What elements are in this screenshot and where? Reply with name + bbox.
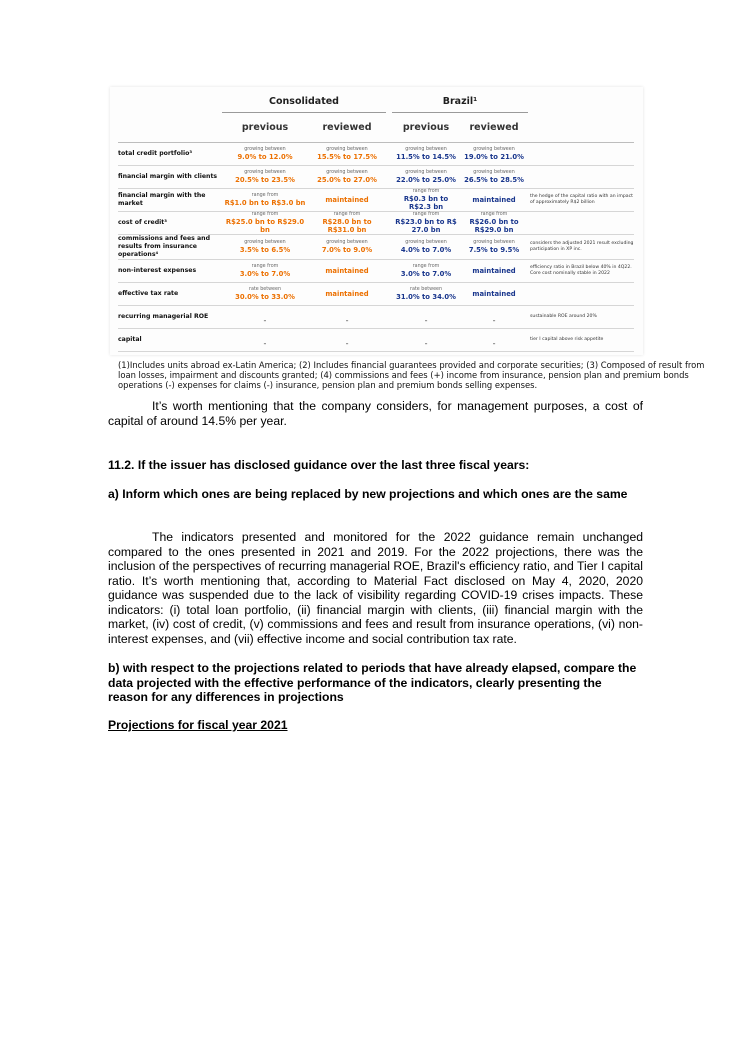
paragraph-cost-of-capital: It’s worth mentioning that the company considers, for management purposes, a cost of capital of around 14.5% per year. xyxy=(108,399,643,428)
table-row xyxy=(118,283,634,306)
cell-c-prev xyxy=(222,283,308,306)
cell-b-rev xyxy=(460,329,528,352)
cell-caption: growing between xyxy=(473,170,515,175)
subheading-a: a) Inform which ones are being replaced by new projections and which ones are the same xyxy=(108,487,628,501)
cell-value: 9.0% to 12.0% xyxy=(237,153,293,161)
cell-value: maintained xyxy=(472,290,516,298)
cell-value: maintained xyxy=(472,267,516,275)
row-note: considers the adjusted 2021 result excluding participation in XP inc. xyxy=(528,235,634,260)
cell-caption: range from xyxy=(251,264,279,269)
cell-caption: growing between xyxy=(405,240,447,245)
cell-b-rev xyxy=(460,212,528,235)
cell-c-rev xyxy=(308,329,386,352)
cell-b-rev xyxy=(460,260,528,283)
cell-dash: - xyxy=(345,315,349,325)
cell-value: maintained xyxy=(325,196,369,204)
cell-value: 26.5% to 28.5% xyxy=(464,176,524,184)
cell-dash: - xyxy=(263,315,267,325)
cell-b-prev xyxy=(392,235,460,260)
cell-c-rev xyxy=(308,166,386,189)
cell-value: 3.0% to 7.0% xyxy=(400,270,452,278)
cell-c-rev xyxy=(308,260,386,283)
row-label: financial margin with clients xyxy=(118,166,222,189)
cell-dash: - xyxy=(492,315,496,325)
table-row xyxy=(118,235,634,260)
row-note xyxy=(528,143,634,166)
row-label: recurring managerial ROE xyxy=(118,306,222,329)
cell-value: 30.0% to 33.0% xyxy=(235,293,295,301)
cell-caption: range from xyxy=(412,189,440,194)
cell-caption: growing between xyxy=(326,240,368,245)
table-row xyxy=(118,166,634,189)
table-row xyxy=(118,306,634,329)
col-header-consolidated-reviewed: reviewed xyxy=(308,113,386,143)
row-note xyxy=(528,212,634,235)
cell-dash: - xyxy=(424,338,428,348)
cell-value: R$0.3 bn to R$2.3 bn xyxy=(403,195,449,211)
cell-caption: range from xyxy=(333,212,361,217)
cell-value: 7.0% to 9.0% xyxy=(321,246,373,254)
cell-dash: - xyxy=(263,338,267,348)
cell-value: 3.0% to 7.0% xyxy=(239,270,291,278)
cell-c-prev xyxy=(222,235,308,260)
cell-value: 22.0% to 25.0% xyxy=(396,176,456,184)
cell-c-rev xyxy=(308,235,386,260)
cell-value: 4.0% to 7.0% xyxy=(400,246,452,254)
col-header-consolidated-previous: previous xyxy=(222,113,308,143)
cell-b-rev xyxy=(460,235,528,260)
cell-value: maintained xyxy=(325,267,369,275)
cell-c-rev xyxy=(308,283,386,306)
row-label: non-interest expenses xyxy=(118,260,222,283)
cell-c-prev xyxy=(222,260,308,283)
cell-value: 3.5% to 6.5% xyxy=(239,246,291,254)
cell-c-prev xyxy=(222,189,308,212)
cell-c-rev xyxy=(308,212,386,235)
row-note: sustainable ROE around 20% xyxy=(528,306,634,329)
cell-caption: growing between xyxy=(473,147,515,152)
cell-b-rev xyxy=(460,189,528,212)
cell-value: maintained xyxy=(325,290,369,298)
cell-caption: range from xyxy=(480,212,508,217)
col-header-brazil-previous: previous xyxy=(392,113,460,143)
paragraph-indicators: The indicators presented and monitored for the 2022 guidance remain unchanged compared to the ones presented in 2021 and 2019. For the 2022 projections, there was the inclusion of the perspectives of recurring managerial ROE, Brazil's efficiency ratio, and Tier I capital ratio. It’s worth mentioning that, according to Material Fact disclosed on May 4, 2020, 2020 guidance was suspended due to the lack of visibility regarding COVID-19 crises impacts. These indicators: (i) total loan portfolio, (ii) financial margin with clients, (iii) financial margin with the market, (iv) cost of credit, (v) commissions and fees and result from insurance operations, (vi) non-interest expenses, and (vii) effective income and social contribution tax rate. xyxy=(108,530,643,646)
cell-value: 11.5% to 14.5% xyxy=(396,153,456,161)
cell-dash: - xyxy=(424,315,428,325)
row-label: capital xyxy=(118,329,222,352)
cell-dash: - xyxy=(345,338,349,348)
cell-value: R$26.0 bn to R$29.0 bn xyxy=(469,218,519,234)
cell-value: maintained xyxy=(472,196,516,204)
cell-c-prev xyxy=(222,306,308,329)
section-heading-11-2: 11.2. If the issuer has disclosed guidance over the last three fiscal years: xyxy=(108,458,530,472)
row-label: financial margin with the market xyxy=(118,189,222,212)
cell-caption: growing between xyxy=(244,147,286,152)
table-row xyxy=(118,212,634,235)
cell-value: R$23.0 bn to R$ 27.0 bn xyxy=(395,218,457,234)
cell-caption: growing between xyxy=(405,170,447,175)
cell-caption: range from xyxy=(412,264,440,269)
cell-value: 25.0% to 27.0% xyxy=(317,176,377,184)
cell-b-prev xyxy=(392,306,460,329)
row-note xyxy=(528,283,634,306)
guidance-table xyxy=(118,90,634,352)
heading-projections-2021: Projections for fiscal year 2021 xyxy=(108,718,288,732)
col-header-brazil-reviewed: reviewed xyxy=(460,113,528,143)
group-header-brazil: Brazil¹ xyxy=(392,90,528,113)
table-row xyxy=(118,329,634,352)
cell-c-prev xyxy=(222,166,308,189)
cell-c-rev xyxy=(308,143,386,166)
cell-value: 20.5% to 23.5% xyxy=(235,176,295,184)
cell-caption: range from xyxy=(251,193,279,198)
cell-caption: range from xyxy=(251,212,279,217)
cell-b-prev xyxy=(392,189,460,212)
cell-b-prev xyxy=(392,283,460,306)
row-label: commissions and fees and results from insurance operations⁴ xyxy=(118,235,222,260)
row-note: the hedge of the capital ratio with an impact of approximately R$2 billion xyxy=(528,189,634,212)
cell-b-prev xyxy=(392,329,460,352)
cell-value: 19.0% to 21.0% xyxy=(464,153,524,161)
cell-caption: growing between xyxy=(326,147,368,152)
cell-b-prev xyxy=(392,260,460,283)
cell-dash: - xyxy=(492,338,496,348)
cell-value: R$1.0 bn to R$3.0 bn xyxy=(224,199,306,207)
cell-b-prev xyxy=(392,143,460,166)
row-note xyxy=(528,166,634,189)
table-row xyxy=(118,260,634,283)
cell-c-rev xyxy=(308,189,386,212)
cell-caption: rate between xyxy=(410,287,443,292)
table-row xyxy=(118,189,634,212)
table-footnote: (1)Includes units abroad ex-Latin America; (2) Includes financial guarantees provided and corporate securities; (3) Composed of result from loan losses, impairment and discounts granted; (4) commissions and fees (+) income from insurance, pension plan and premium bonds operations (-) expenses for claims (-) insurance, pension plan and premium bonds selling expenses. xyxy=(118,360,705,390)
cell-caption: growing between xyxy=(244,240,286,245)
cell-caption: growing between xyxy=(473,240,515,245)
cell-value: R$25.0 bn to R$29.0 bn xyxy=(225,218,305,234)
row-label: cost of credit³ xyxy=(118,212,222,235)
cell-caption: growing between xyxy=(244,170,286,175)
cell-c-rev xyxy=(308,306,386,329)
cell-b-prev xyxy=(392,166,460,189)
cell-caption: growing between xyxy=(326,170,368,175)
row-note: tier I capital above risk appetite xyxy=(528,329,634,352)
cell-b-rev xyxy=(460,283,528,306)
table-row xyxy=(118,143,634,166)
cell-b-rev xyxy=(460,166,528,189)
cell-caption: rate between xyxy=(248,287,281,292)
cell-b-prev xyxy=(392,212,460,235)
cell-value: R$28.0 bn to R$31.0 bn xyxy=(322,218,372,234)
cell-b-rev xyxy=(460,306,528,329)
cell-caption: range from xyxy=(412,212,440,217)
subheading-b: b) with respect to the projections related to periods that have already elapsed, compare the data projected with the effective performance of the indicators, clearly presenting the reason for any differences in projections xyxy=(108,661,637,704)
cell-b-rev xyxy=(460,143,528,166)
cell-value: 15.5% to 17.5% xyxy=(317,153,377,161)
row-note: efficiency ratio in Brazil below 40% in 4Q22. Core cost nominally stable in 2022 xyxy=(528,260,634,283)
cell-c-prev xyxy=(222,329,308,352)
row-label: total credit portfolio³ xyxy=(118,143,222,166)
cell-c-prev xyxy=(222,212,308,235)
group-header-consolidated: Consolidated xyxy=(222,90,386,113)
cell-c-prev xyxy=(222,143,308,166)
row-label: effective tax rate xyxy=(118,283,222,306)
cell-caption: growing between xyxy=(405,147,447,152)
cell-value: 7.5% to 9.5% xyxy=(468,246,520,254)
cell-value: 31.0% to 34.0% xyxy=(396,293,456,301)
